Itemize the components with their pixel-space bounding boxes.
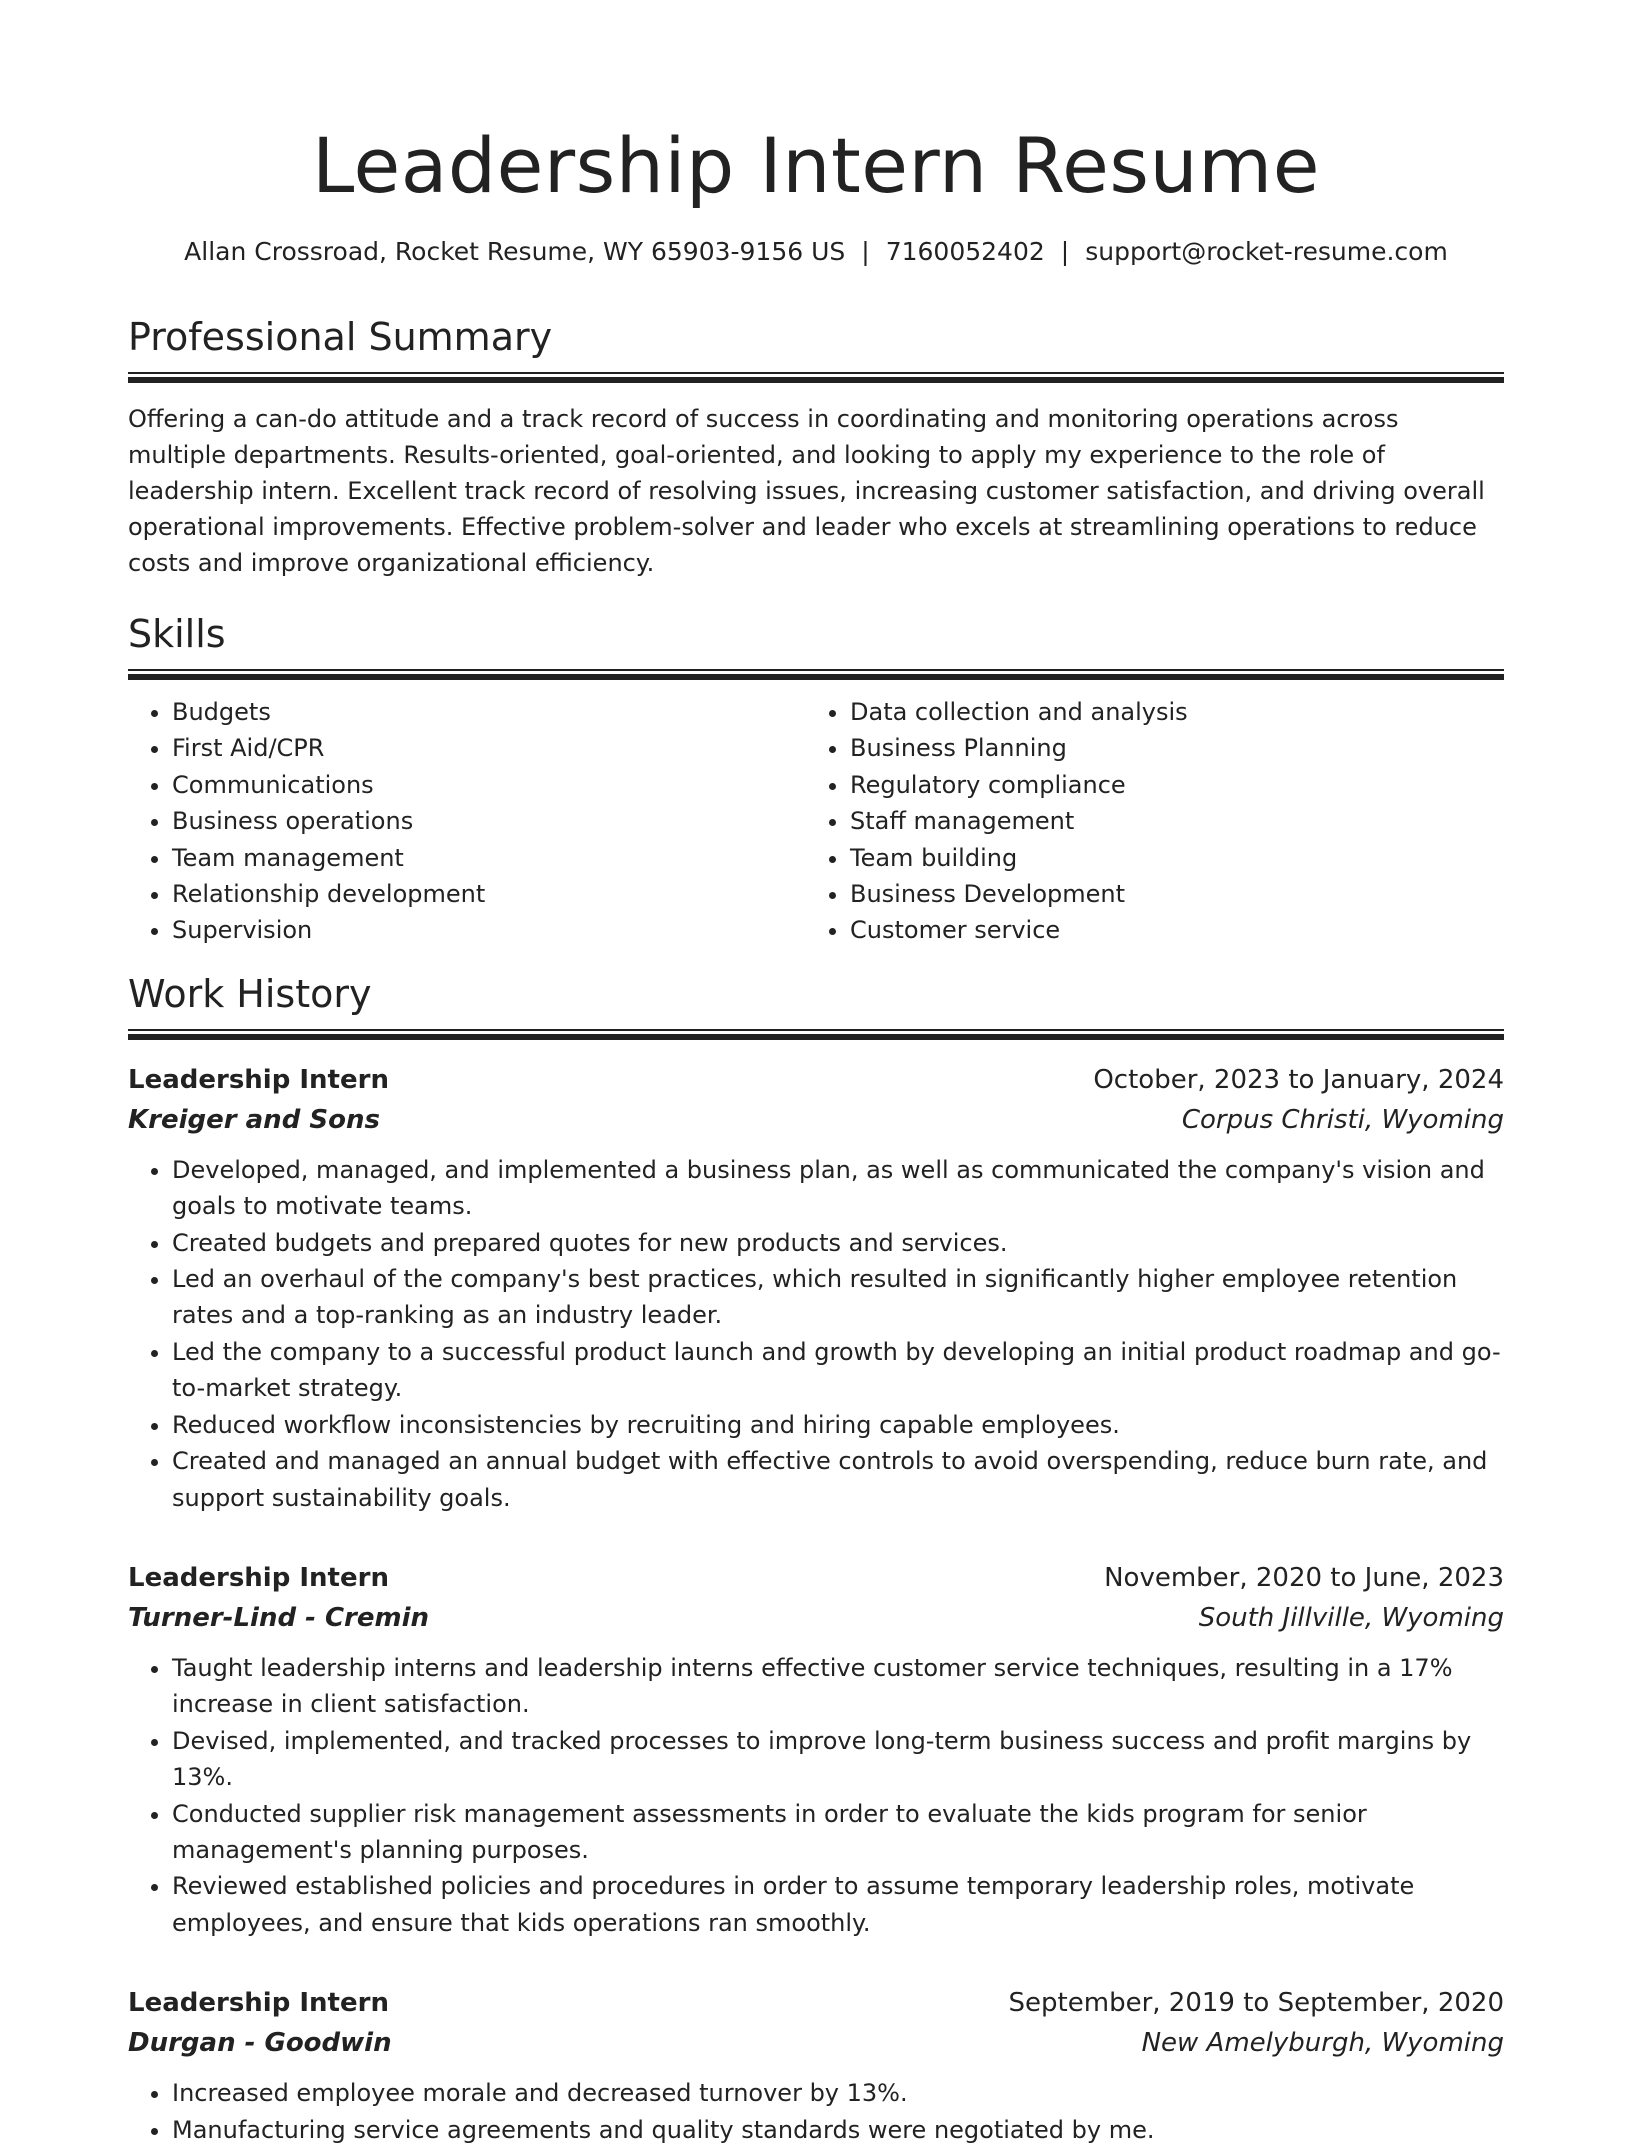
job-company-row: [128, 1598, 1504, 1638]
job-header-row: [128, 1060, 1504, 1100]
skill-item: • Data collection and analysis: [850, 694, 1484, 730]
job-bullet: • Devised, implemented, and tracked processes to improve long-term business success and profit margins by 13%.: [172, 1723, 1504, 1796]
section-divider: [128, 1029, 1504, 1040]
job-bullet: • Reduced workflow inconsistencies by recruiting and hiring capable employees.: [172, 1407, 1504, 1443]
contact-phone: 7160052402: [885, 237, 1045, 266]
contact-line: [128, 236, 1504, 268]
work-history-section: [128, 971, 1504, 2148]
job-location: Corpus Christi, Wyoming: [1181, 1104, 1504, 1135]
job-entry: [128, 1558, 1504, 1941]
skills-list-right: [806, 694, 1484, 949]
job-bullet: • Reviewed established policies and procedures in order to assume temporary leadership roles, motivate employees, and ensure that kids operations ran smoothly.: [172, 1868, 1504, 1941]
job-bullets: [128, 1650, 1504, 1941]
skill-item: • Budgets: [172, 694, 806, 730]
job-location: South Jillville, Wyoming: [1198, 1602, 1504, 1633]
skill-item: • First Aid/CPR: [172, 730, 806, 766]
skills-heading: Skills: [128, 612, 226, 656]
job-company: Kreiger and Sons: [128, 1104, 380, 1135]
job-header-row: [128, 1983, 1504, 2023]
job-dates: September, 2019 to September, 2020: [1008, 1988, 1504, 2019]
summary-text: Offering a can-do attitude and a track record of success in coordinating and monitoring operations across multiple departments. Results-oriented, goal-oriented, and looking to apply my experience to the role of leadership intern. Excellent track record of resolving issues, increasing customer satisfaction, and driving overall operational improvements. Effective problem-solver and leader who excels at streamlining operations to reduce costs and improve organizational efficiency.: [128, 405, 1485, 577]
job-title: Leadership Intern: [128, 1988, 389, 2019]
skill-item: • Team building: [850, 840, 1484, 876]
section-divider: [128, 372, 1504, 383]
resume-page: [128, 0, 1504, 2148]
job-bullet: • Manufacturing service agreements and quality standards were negotiated by me.: [172, 2112, 1504, 2148]
job-bullet: • Taught leadership interns and leadership interns effective customer service techniques, resulting in a 17% increase in client satisfaction.: [172, 1650, 1504, 1723]
contact-email: support@rocket-resume.com: [1085, 237, 1448, 266]
skill-item: • Business operations: [172, 803, 806, 839]
job-bullets: [128, 1152, 1504, 1516]
contact-address: Allan Crossroad, Rocket Resume, WY 65903-9156 US: [184, 237, 846, 266]
skills-section: [128, 611, 1504, 949]
job-dates: November, 2020 to June, 2023: [1104, 1562, 1504, 1593]
job-bullet: • Created and managed an annual budget with effective controls to avoid overspending, reduce burn rate, and support sustainability goals.: [172, 1443, 1504, 1516]
job-bullet: • Conducted supplier risk management assessments in order to evaluate the kids program for senior management's planning purposes.: [172, 1796, 1504, 1869]
job-header-row: [128, 1558, 1504, 1598]
work-history-heading: Work History: [128, 971, 372, 1016]
job-title: Leadership Intern: [128, 1562, 389, 1593]
summary-heading: Professional Summary: [128, 315, 553, 359]
job-entry: [128, 1060, 1504, 1516]
job-company-row: [128, 1100, 1504, 1140]
job-bullet: • Led an overhaul of the company's best practices, which resulted in significantly higher employee retention rates and a top-ranking as an industry leader.: [172, 1261, 1504, 1334]
skill-item: • Team management: [172, 840, 806, 876]
job-bullet: • Led the company to a successful product launch and growth by developing an initial product roadmap and go-to-market strategy.: [172, 1334, 1504, 1407]
job-bullet: • Developed, managed, and implemented a business plan, as well as communicated the company's vision and goals to motivate teams.: [172, 1152, 1504, 1225]
skills-grid: [128, 694, 1504, 949]
skill-item: • Relationship development: [172, 876, 806, 912]
job-company-row: [128, 2023, 1504, 2063]
job-dates: October, 2023 to January, 2024: [1093, 1064, 1504, 1095]
job-location: New Amelyburgh, Wyoming: [1141, 2028, 1504, 2059]
resume-title: Leadership Intern Resume: [312, 121, 1320, 210]
skill-item: • Customer service: [850, 912, 1484, 948]
job-title: Leadership Intern: [128, 1064, 389, 1095]
contact-separator: |: [1060, 237, 1070, 266]
job-entry: [128, 1983, 1504, 2148]
skills-list-left: [128, 694, 806, 949]
job-bullet: • Increased employee morale and decreased turnover by 13%.: [172, 2075, 1504, 2111]
job-company: Durgan - Goodwin: [128, 2028, 392, 2059]
skill-item: • Staff management: [850, 803, 1484, 839]
skill-item: • Communications: [172, 767, 806, 803]
job-company: Turner-Lind - Cremin: [128, 1602, 430, 1633]
section-divider: [128, 669, 1504, 680]
skill-item: • Supervision: [172, 912, 806, 948]
skill-item: • Regulatory compliance: [850, 767, 1484, 803]
skill-item: • Business Planning: [850, 730, 1484, 766]
job-bullet: • Created budgets and prepared quotes for new products and services.: [172, 1225, 1504, 1261]
skill-item: • Business Development: [850, 876, 1484, 912]
contact-separator: |: [861, 237, 870, 266]
summary-section: [128, 314, 1504, 581]
